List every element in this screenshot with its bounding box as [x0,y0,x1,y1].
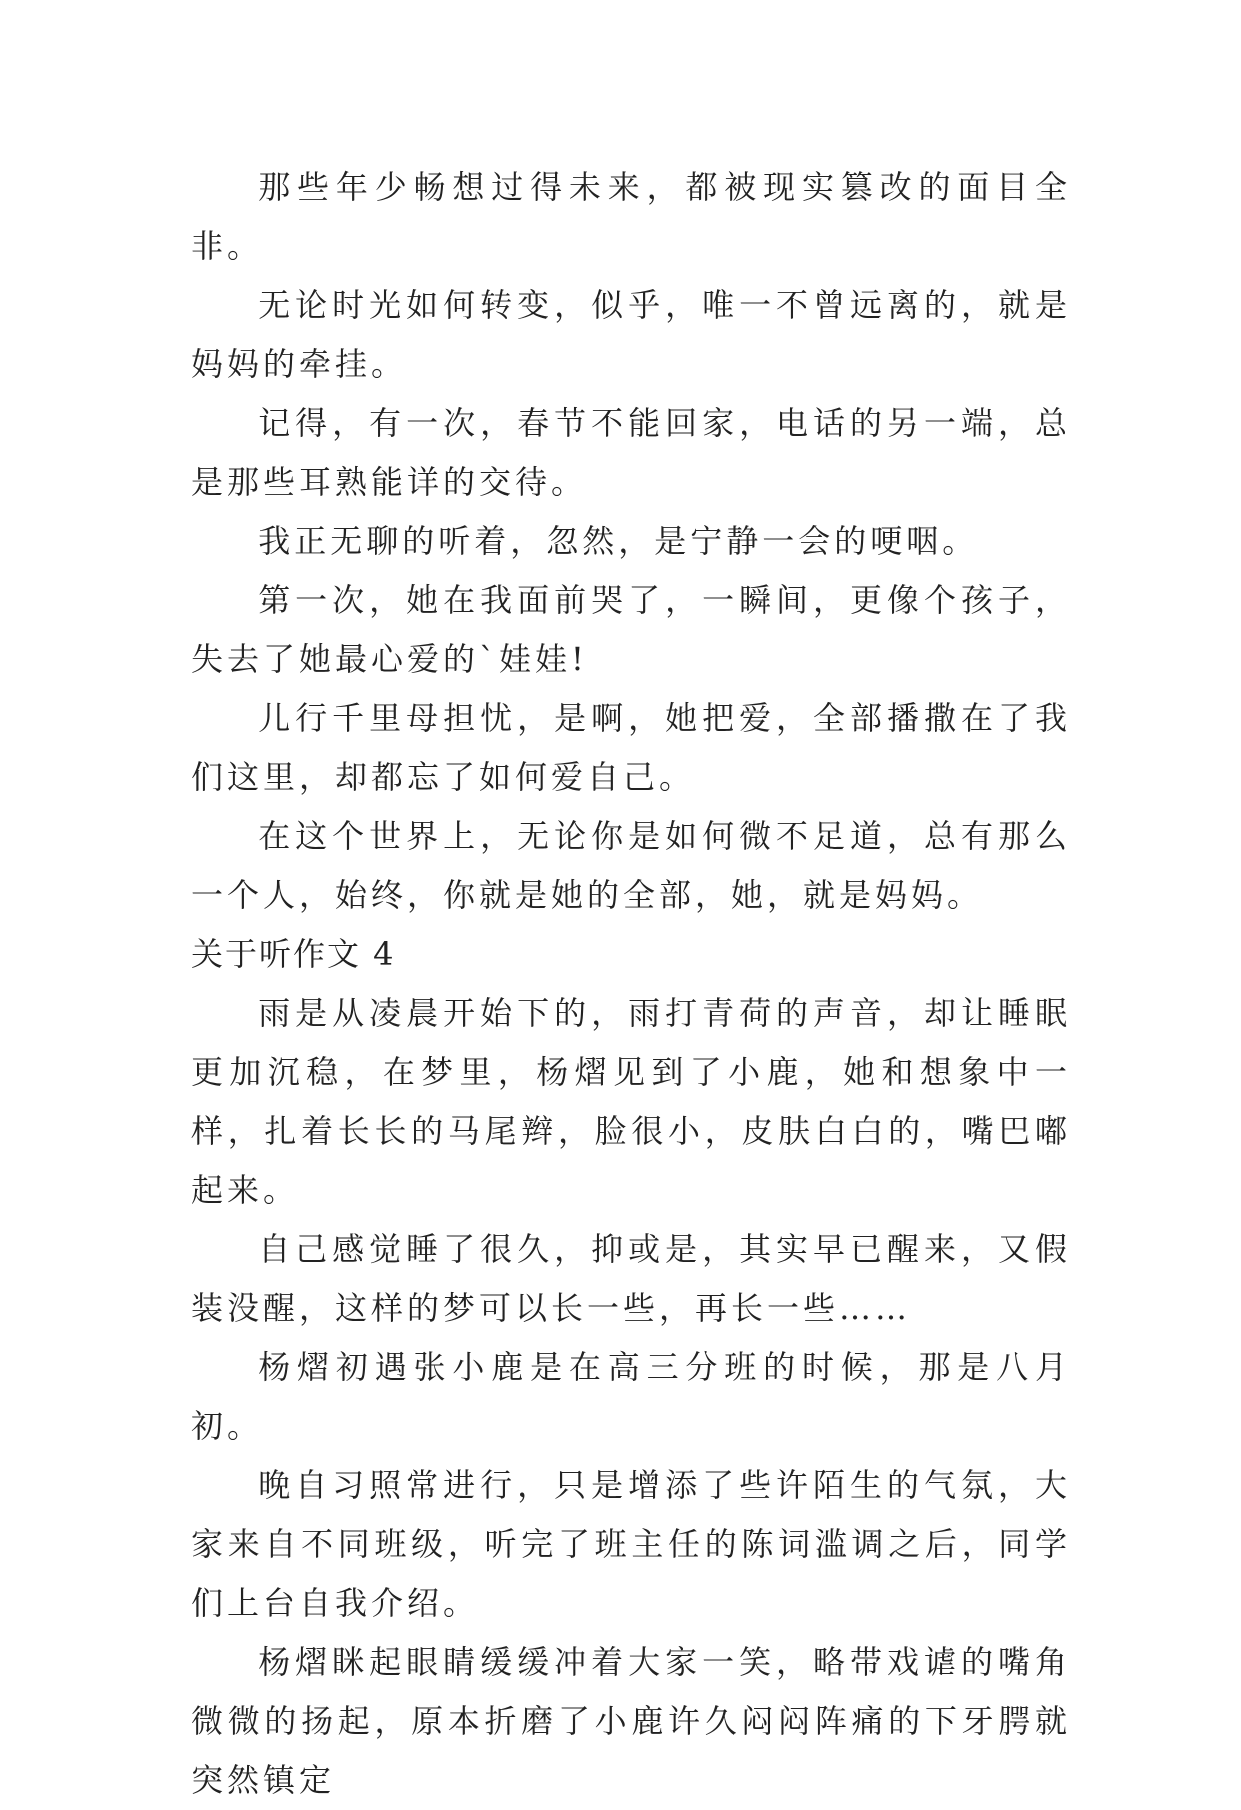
paragraph: 晚自习照常进行，只是增添了些许陌生的气氛，大家来自不同班级，听完了班主任的陈词滥调之后，同学们上台自我介绍。 [191,1466,1071,1622]
paragraph: 我正无聊的听着，忽然，是宁静一会的哽咽。 [258,522,979,560]
paragraph: 那些年少畅想过得未来，都被现实篡改的面目全非。 [191,168,1071,265]
paragraph: 在这个世界上，无论你是如何微不足道，总有那么一个人，始终，你就是她的全部，她，就是妈妈。 [191,817,1071,914]
paragraph: 自己感觉睡了很久，抑或是，其实早已醒来，又假装没醒，这样的梦可以长一些，再长一些…… [191,1230,1071,1327]
paragraph: 无论时光如何转变，似乎，唯一不曾远离的，就是妈妈的牵挂。 [191,286,1071,383]
paragraph: 第一次，她在我面前哭了，一瞬间，更像个孩子，失去了她最心爱的`娃娃! [191,581,1071,678]
paragraph: 记得，有一次，春节不能回家，电话的另一端，总是那些耳熟能详的交待。 [191,404,1071,501]
paragraph: 杨熠眯起眼睛缓缓冲着大家一笑，略带戏谑的嘴角微微的扬起，原本折磨了小鹿许久闷闷阵痛的下牙腭就突然镇定 [191,1643,1071,1799]
paragraph: 儿行千里母担忧，是啊，她把爱，全部播撒在了我们这里，却都忘了如何爱自己。 [191,699,1071,796]
paragraph: 雨是从凌晨开始下的，雨打青荷的声音，却让睡眠更加沉稳，在梦里，杨熠见到了小鹿，她和想象中一样，扎着长长的马尾辫，脸很小，皮肤白白的，嘴巴嘟起来。 [191,994,1071,1209]
paragraph: 杨熠初遇张小鹿是在高三分班的时候，那是八月初。 [191,1348,1071,1445]
section-heading: 关于听作文 4 [191,935,396,973]
document-body [191,158,1071,1810]
